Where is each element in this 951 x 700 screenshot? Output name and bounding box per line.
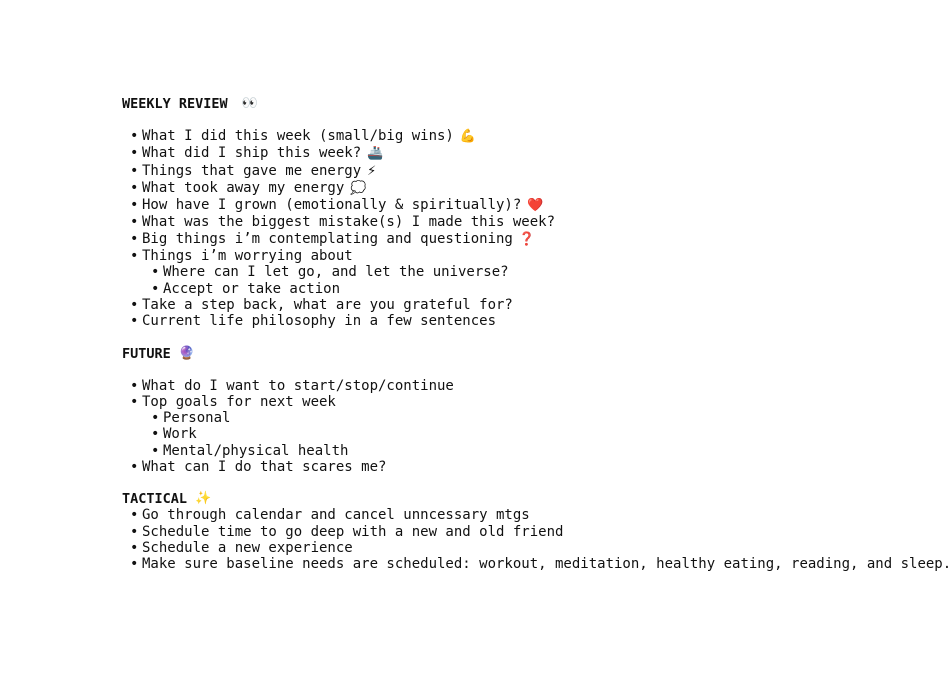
item-text: Make sure baseline needs are scheduled: workout, meditation, healthy eating, reading, and sleep. bbox=[142, 556, 951, 573]
eyes-icon: 👀 bbox=[241, 96, 258, 111]
sub-list-item bbox=[122, 264, 592, 280]
bullet: • bbox=[151, 442, 160, 459]
list-item bbox=[122, 507, 592, 523]
item-text: Schedule a new experience bbox=[142, 539, 353, 556]
item-text: Big things i’m contemplating and questioning bbox=[142, 230, 513, 247]
bullet: • bbox=[130, 248, 139, 265]
list-item bbox=[122, 556, 951, 573]
sub-list-item bbox=[122, 426, 592, 442]
tactical-title: TACTICAL bbox=[122, 491, 188, 508]
bullet: • bbox=[151, 264, 160, 281]
item-text: What can I do that scares me? bbox=[142, 459, 387, 476]
weekly-review-list bbox=[122, 128, 592, 330]
item-text: Top goals for next week bbox=[142, 393, 336, 410]
crystal-ball-icon: 🔮 bbox=[178, 345, 195, 361]
list-item bbox=[122, 214, 592, 230]
item-text: Go through calendar and cancel unncessary mtgs bbox=[142, 507, 530, 524]
future-list bbox=[122, 378, 592, 476]
tactical-heading bbox=[122, 491, 592, 507]
future-title: FUTURE bbox=[122, 345, 171, 362]
bullet: • bbox=[130, 214, 139, 231]
list-item bbox=[122, 297, 592, 313]
bullet: • bbox=[130, 145, 139, 162]
list-item bbox=[122, 248, 592, 264]
flexed-biceps-icon: 💪 bbox=[459, 129, 477, 144]
item-text: What did I ship this week? bbox=[142, 145, 362, 162]
tactical-list bbox=[122, 507, 951, 573]
lightning-icon: ⚡ bbox=[367, 163, 377, 179]
bullet: • bbox=[130, 377, 139, 394]
list-item bbox=[122, 394, 592, 410]
list-item bbox=[122, 540, 592, 556]
item-text: Work bbox=[163, 426, 197, 443]
sub-list-item bbox=[122, 410, 592, 426]
sub-list-item bbox=[122, 281, 592, 297]
bullet: • bbox=[130, 556, 139, 573]
item-text: What I did this week (small/big wins) bbox=[142, 128, 454, 144]
bullet: • bbox=[130, 179, 139, 196]
list-item bbox=[122, 163, 592, 180]
bullet: • bbox=[130, 197, 139, 214]
list-item bbox=[122, 128, 592, 145]
future-heading bbox=[122, 346, 592, 362]
question-mark-icon: ❓ bbox=[518, 231, 536, 247]
list-item bbox=[122, 459, 592, 475]
item-text: What was the biggest mistake(s) I made this week? bbox=[142, 214, 556, 231]
item-text: Personal bbox=[163, 410, 231, 427]
thought-bubble-icon: 💭 bbox=[350, 180, 367, 196]
item-text: Where can I let go, and let the universe? bbox=[163, 264, 509, 281]
bullet: • bbox=[130, 313, 139, 330]
sub-list-item bbox=[122, 443, 592, 459]
item-text: Things i’m worrying about bbox=[142, 248, 353, 265]
bullet: • bbox=[151, 410, 160, 427]
item-text: What do I want to start/stop/continue bbox=[142, 377, 454, 394]
ship-icon: 🚢 bbox=[367, 146, 384, 162]
bullet: • bbox=[130, 459, 139, 476]
item-text: Take a step back, what are you grateful for? bbox=[142, 296, 513, 313]
bullet: • bbox=[151, 426, 160, 443]
bullet: • bbox=[130, 230, 139, 247]
item-text: Mental/physical health bbox=[163, 442, 349, 459]
item-text: Current life philosophy in a few sentences bbox=[142, 313, 497, 330]
weekly-review-heading bbox=[122, 96, 592, 112]
item-text: Things that gave me energy bbox=[142, 162, 362, 179]
list-item bbox=[122, 180, 592, 197]
item-text: How have I grown (emotionally & spiritually)? bbox=[142, 197, 522, 214]
item-text: Schedule time to go deep with a new and old friend bbox=[142, 523, 564, 540]
list-item bbox=[122, 524, 592, 540]
list-item bbox=[122, 231, 592, 248]
list-item bbox=[122, 313, 592, 329]
bullet: • bbox=[130, 128, 139, 144]
bullet: • bbox=[130, 523, 139, 540]
bullet: • bbox=[130, 296, 139, 313]
bullet: • bbox=[130, 162, 139, 179]
bullet: • bbox=[151, 280, 160, 297]
bullet: • bbox=[130, 539, 139, 556]
list-item bbox=[122, 378, 592, 394]
list-item bbox=[122, 197, 592, 214]
sparkles-icon: ✨ bbox=[195, 491, 212, 507]
weekly-review-title: WEEKLY REVIEW bbox=[122, 96, 228, 112]
item-text: What took away my energy bbox=[142, 179, 345, 196]
item-text: Accept or take action bbox=[163, 280, 341, 297]
bullet: • bbox=[130, 393, 139, 410]
heart-icon: ❤️ bbox=[527, 198, 544, 214]
bullet: • bbox=[130, 507, 139, 524]
document bbox=[122, 96, 951, 573]
list-item bbox=[122, 145, 592, 162]
